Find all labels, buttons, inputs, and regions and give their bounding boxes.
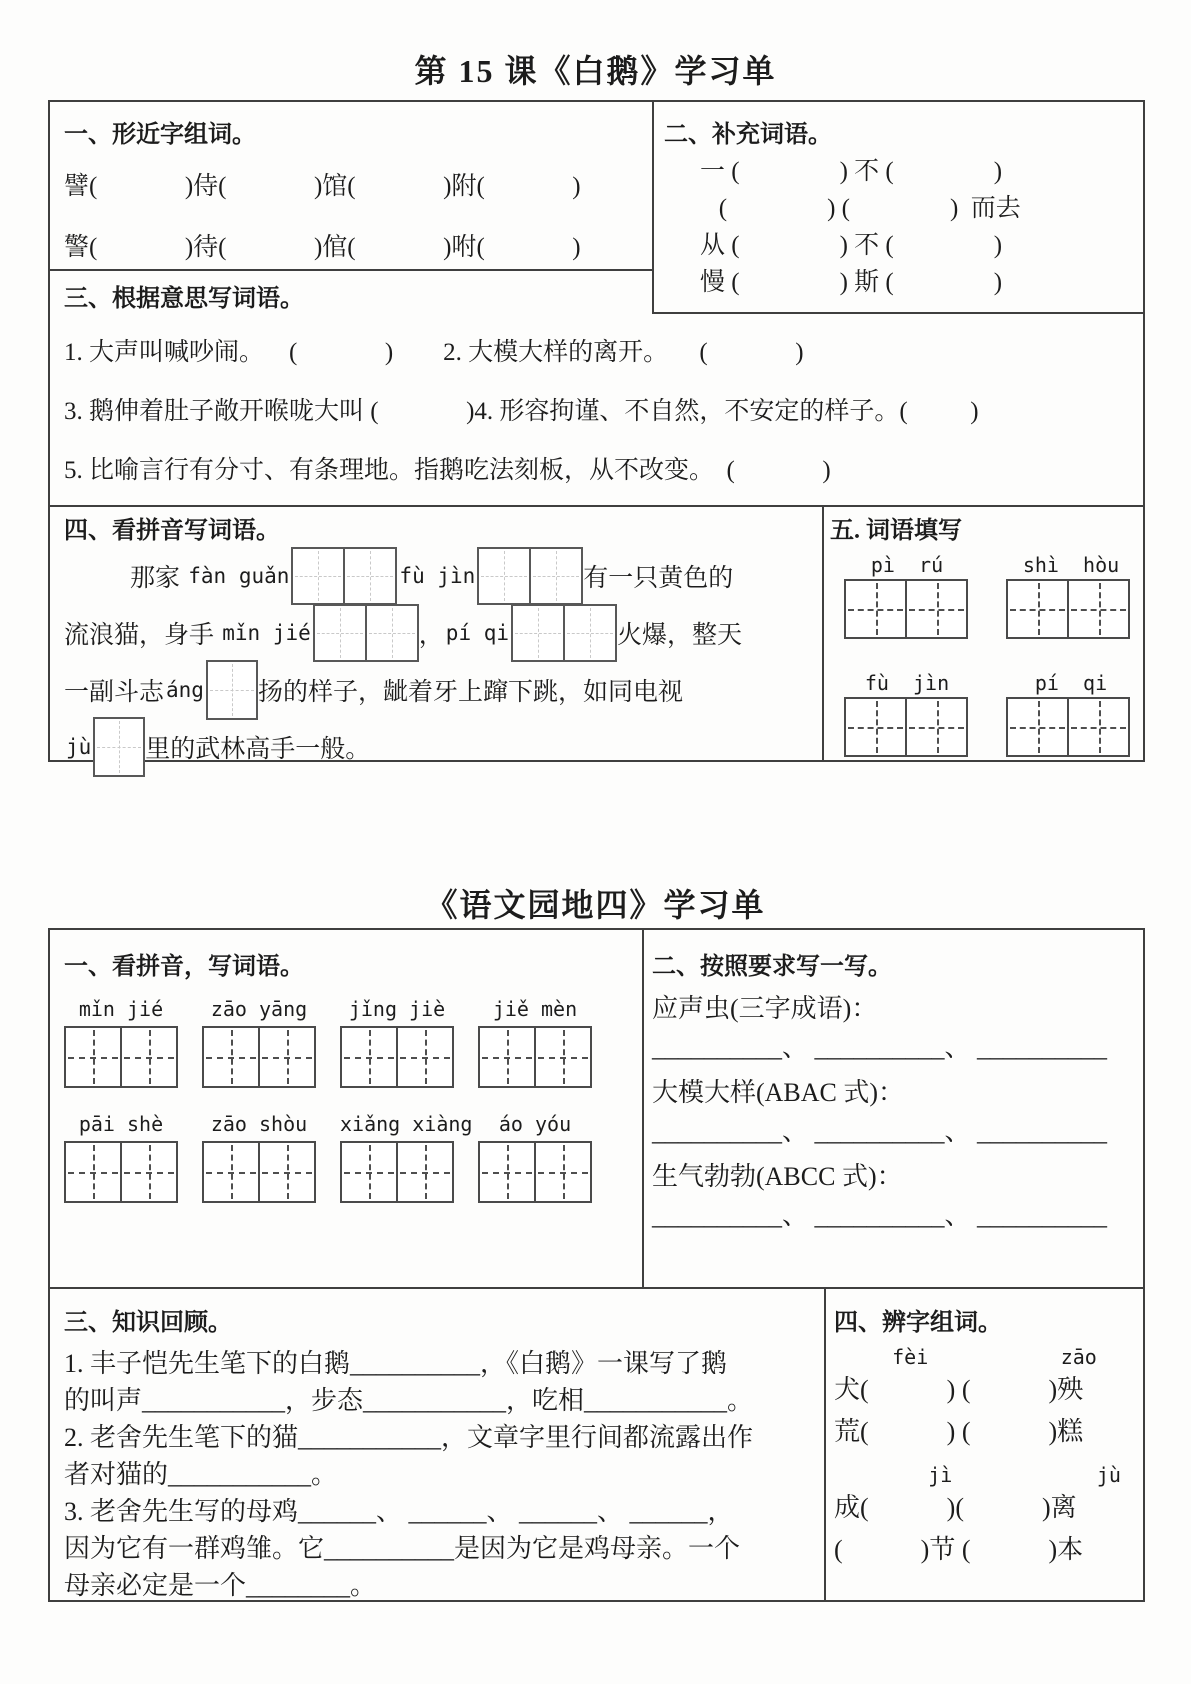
worksheet2-title: 《语文园地四》学习单 [425,887,766,923]
section-heading: 五. 词语填写 [830,518,962,544]
fill-row: 荒( ) ( )糕 [834,1417,1084,1446]
grid-cell [293,549,343,603]
fill-row: 从 ( ) 不 ( ) [700,232,1003,259]
pinyin-label: zāo yāng [210,997,308,1021]
section-heading: 四、看拼音写词语。 [64,518,280,544]
fill-row: 警( )待( )倌( )咐( ) [64,234,581,261]
blank-line[interactable]: __________、 __________、 __________ [652,1201,1108,1230]
pinyin-text: fàn guǎn [188,563,290,588]
grid-cell [342,1028,396,1086]
grid-cell [846,581,905,637]
grid-cell [905,581,966,637]
grid-cell [529,549,581,603]
grid-cell [480,1028,534,1086]
pinyin-label: zāo shòu [210,1112,308,1136]
pinyin-label: jiě mèn [492,997,578,1021]
fill-row: 3. 老舍先生写的母鸡______、 ______、 ______、 ______， [64,1497,734,1526]
grid-cell [204,1143,258,1201]
grid-cell [1067,581,1128,637]
writing-grid[interactable] [313,604,419,662]
section-heading: 二、补充词语。 [664,122,832,148]
writing-grid[interactable] [202,1141,316,1203]
section-heading: 二、按照要求写一写。 [652,954,892,980]
grid-cell [258,1143,314,1201]
sentence-text: 里的武林高手一般。 [145,735,371,763]
worksheet1-title: 第 15 课《白鹅》学习单 [414,53,777,89]
sentence-text: 那家 [130,564,187,592]
writing-grid[interactable] [64,1026,178,1088]
sentence-text: 扬的样子，龇着牙上蹿下跳，如同电视 [257,678,683,706]
pinyin-text: jù [66,734,92,759]
fill-row: 譬( )侍( )馆( )附( ) [64,173,581,200]
section-kanpinyin [64,946,634,1203]
grid-cell [258,1028,314,1086]
pinyin-text: pí qi [445,620,510,645]
grid-cell [534,1028,590,1086]
writing-grid[interactable] [844,697,968,757]
section-kanpinyin-xieciyu [64,510,820,775]
grid-cell [208,662,256,718]
writing-grid[interactable] [478,1141,592,1203]
grid-cell [480,1143,534,1201]
grid-cell [365,606,417,660]
pinyin-label: jǐng jiè [348,997,446,1021]
sentence-text: 火爆，整天 [617,621,743,649]
cell-divider [50,505,1143,507]
fill-row: 犬( ) ( )殃 [834,1375,1084,1404]
writing-grid[interactable] [511,604,617,662]
writing-grid[interactable] [844,579,968,639]
writing-grid[interactable] [291,547,397,605]
fill-row: 1. 大声叫喊吵闹。 ( ) 2. 大模大样的离开。 ( ) [64,339,804,366]
fill-row: 的叫声___________，步态___________，吃相___________。 [64,1386,754,1415]
writing-grid[interactable] [340,1026,454,1088]
fill-row: 母亲必定是一个________。 [64,1571,377,1600]
sentence-text: 一副斗志 [64,678,165,706]
writing-grid[interactable] [478,1026,592,1088]
prompt-text: 大模大样(ABAC 式)： [652,1078,905,1107]
pinyin-text: mǐn jié [222,620,311,645]
blank-line[interactable]: __________、 __________、 __________ [652,1117,1108,1146]
grid-cell [396,1143,452,1201]
fill-row: ( )节 ( )本 [834,1535,1084,1564]
pinyin-label: áo yóu [498,1112,572,1136]
fill-row: 2. 老舍先生笔下的猫___________，文章字里行间都流露出作 [64,1423,754,1452]
grid-cell [1008,581,1067,637]
prompt-text: 生气勃勃(ABCC 式)： [652,1162,903,1191]
fill-row: 3. 鹅伸着肚子敞开喉咙大叫 ( )4. 形容拘谨、不自然，不安定的样子。( ) [64,398,979,425]
pinyin-label: mǐn jié [78,997,164,1021]
section-ciyu-tianxie [830,510,1140,757]
grid-cell [905,699,966,755]
pinyin-label: pāi shè [78,1112,164,1136]
grid-cell [66,1143,120,1201]
writing-grid[interactable] [477,547,583,605]
writing-grid[interactable] [206,660,258,720]
cell-divider [50,1287,1143,1289]
pinyin-text: áng [166,677,204,702]
cell-divider [642,930,644,1287]
prompt-text: 应声虫(三字成语)： [652,994,878,1023]
section-heading: 四、辨字组词。 [834,1310,1002,1336]
worksheet2 [48,928,1145,1602]
grid-cell [1008,699,1067,755]
writing-grid[interactable] [340,1141,454,1203]
grid-cell [479,549,529,603]
grid-cell [1067,699,1128,755]
pinyin-label: pí qi [1034,671,1108,695]
grid-cell [95,719,143,775]
writing-grid[interactable] [202,1026,316,1088]
fill-row: 成( )( )离 [834,1493,1077,1522]
grid-cell [534,1143,590,1201]
cell-divider [824,1287,826,1600]
fill-row: 1. 丰子恺先生笔下的白鹅__________，《白鹅》一课写了鹅 [64,1349,728,1378]
fill-row: 者对猫的___________。 [64,1460,338,1489]
grid-cell [315,606,365,660]
fill-row: 一 ( ) 不 ( ) [700,158,1003,185]
pinyin-label: fù jìn [864,671,950,695]
writing-grid[interactable] [64,1141,178,1203]
section-heading: 一、看拼音，写词语。 [64,954,304,980]
cell-divider [822,505,824,760]
grid-cell [120,1143,176,1201]
grid-cell [204,1028,258,1086]
fill-row: 慢 ( ) 斯 ( ) [700,269,1003,296]
fill-row: 因为它有一群鸡雏。它__________是因为它是鸡母亲。一个 [64,1534,741,1563]
section-heading: 三、知识回顾。 [64,1310,232,1336]
section-buchong-ciyu [664,114,1140,297]
fill-row: ( ) ( ) 而去 [700,195,1021,222]
pinyin-label: shì hòu [1022,553,1120,577]
pinyin-label: pì rú [870,553,944,577]
pinyin-label: jì jù [856,1463,1121,1487]
fill-row: 5. 比喻言行有分寸、有条理地。指鹅吃法刻板，从不改变。 ( ) [64,457,831,484]
blank-line[interactable]: __________、 __________、 __________ [652,1033,1108,1062]
grid-cell [66,1028,120,1086]
grid-cell [343,549,395,603]
grid-cell [396,1028,452,1086]
section-genju-yisi [64,278,1132,487]
sentence-text: ， [418,621,444,649]
sentence-text: 有一只黄色的 [583,564,734,592]
writing-grid[interactable] [93,717,145,777]
grid-cell [563,606,615,660]
grid-cell [846,699,905,755]
writing-grid[interactable] [1006,697,1130,757]
cell-divider [50,269,654,271]
pinyin-text: fù jìn [399,563,476,588]
worksheet1 [48,100,1145,762]
grid-cell [513,606,563,660]
writing-grid[interactable] [1006,579,1130,639]
pinyin-label: fèi zāo [856,1345,1097,1369]
section-zhishi-huigu [64,1302,820,1604]
section-anzhao-yaoqiu [652,946,1138,1233]
sentence-text: 流浪猫，身手 [64,621,221,649]
section-xingjinzi-zuci [64,114,649,264]
grid-cell [342,1143,396,1201]
section-heading: 一、形近字组词。 [64,122,256,148]
pinyin-label: xiǎng xiàng [340,1112,473,1136]
section-heading: 三、根据意思写词语。 [64,286,304,312]
section-bianzi-zuci [834,1302,1139,1571]
grid-cell [120,1028,176,1086]
